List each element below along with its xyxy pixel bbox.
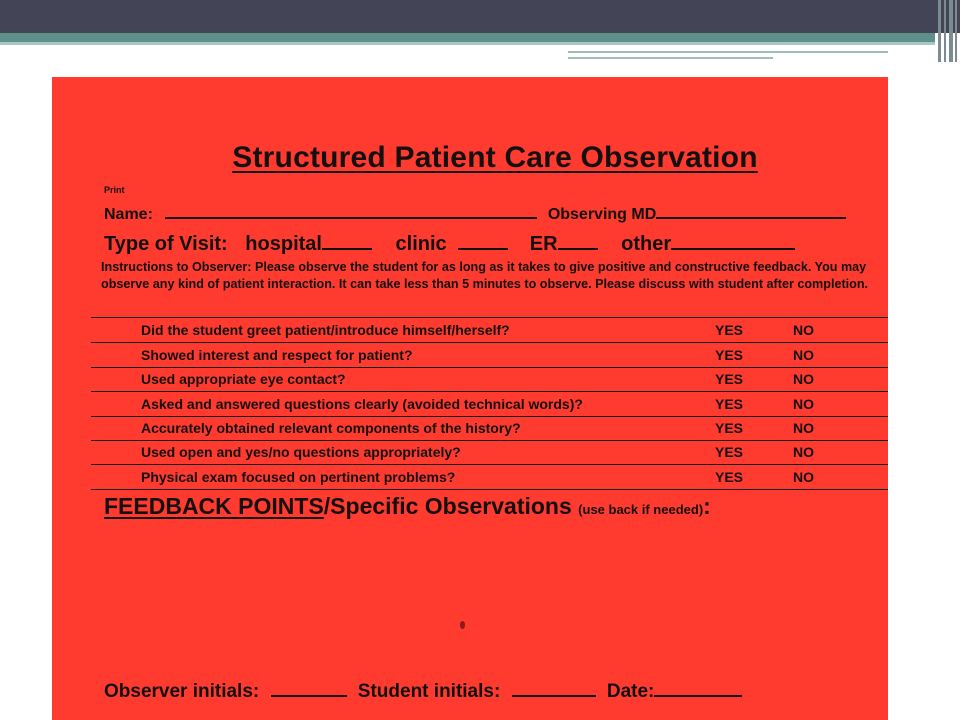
table-rule xyxy=(91,464,888,465)
question-text: Accurately obtained relevant components of the history? xyxy=(141,420,521,436)
yes-option: YES xyxy=(715,322,744,338)
form-title: Structured Patient Care Observation xyxy=(232,141,758,174)
name-row xyxy=(104,202,846,224)
specific-observations-label: /Specific Observations xyxy=(323,493,572,519)
visit-blank-er xyxy=(558,229,598,250)
table-rule xyxy=(91,440,888,441)
yes-option: YES xyxy=(715,371,744,387)
no-option: NO xyxy=(793,322,814,338)
slide-accent-band xyxy=(0,33,935,42)
feedback-colon: : xyxy=(703,493,711,519)
visit-blank-other xyxy=(671,229,795,250)
no-option: NO xyxy=(793,469,814,485)
ink-spot xyxy=(460,621,465,629)
question-text: Physical exam focused on pertinent problems? xyxy=(141,469,456,485)
feedback-points-label: FEEDBACK POINTS xyxy=(104,493,324,519)
no-option: NO xyxy=(793,347,814,363)
no-option: NO xyxy=(793,371,814,387)
signature-row xyxy=(104,677,742,703)
visit-option-clinic: clinic xyxy=(395,233,447,255)
observer-initials-label: Observer initials: xyxy=(104,680,260,702)
feedback-note: (use back if needed) xyxy=(578,502,704,517)
name-blank xyxy=(165,202,537,219)
no-option: NO xyxy=(793,444,814,460)
visit-type-row xyxy=(104,229,795,256)
date-label: Date: xyxy=(606,680,655,702)
table-rule xyxy=(91,317,888,318)
slide-header-rule xyxy=(568,51,888,53)
slide-header-rule-short xyxy=(568,57,773,59)
observing-md-blank xyxy=(656,202,846,219)
student-initials-blank xyxy=(512,677,596,697)
yes-option: YES xyxy=(715,347,744,363)
table-rule xyxy=(91,342,888,343)
visit-option-other: other xyxy=(621,233,672,255)
table-rule xyxy=(91,391,888,392)
question-text: Asked and answered questions clearly (avoided technical words)? xyxy=(141,396,583,412)
yes-option: YES xyxy=(715,469,744,485)
slide-accent-line xyxy=(0,42,935,45)
yes-option: YES xyxy=(715,396,744,412)
visit-option-er: ER xyxy=(529,233,558,255)
table-rule xyxy=(91,367,888,368)
slide-header-bar xyxy=(0,0,960,33)
visit-blank-clinic xyxy=(458,229,508,250)
visit-type-label: Type of Visit: xyxy=(104,233,228,255)
table-rule xyxy=(91,489,888,490)
question-text: Did the student greet patient/introduce himself/herself? xyxy=(141,322,510,338)
feedback-heading xyxy=(104,493,711,520)
print-label: Print xyxy=(104,185,125,195)
observer-initials-blank xyxy=(271,677,347,697)
question-text: Showed interest and respect for patient? xyxy=(141,347,413,363)
name-label: Name: xyxy=(104,205,153,223)
observing-md-label: Observing MD xyxy=(547,205,657,223)
visit-blank-hospital xyxy=(322,229,372,250)
slide-corner-decoration xyxy=(934,0,960,62)
observer-instructions: Instructions to Observer: Please observe the student for as long as it takes to give positive and constructive feedback. You may observe any kind of patient interaction. It can take less than 5 minutes to observe. Please discuss with student after completion. xyxy=(101,260,869,291)
yes-option: YES xyxy=(715,420,744,436)
no-option: NO xyxy=(793,420,814,436)
table-rule xyxy=(91,416,888,417)
question-text: Used open and yes/no questions appropriately? xyxy=(141,444,461,460)
yes-option: YES xyxy=(715,444,744,460)
observation-form-card xyxy=(52,77,888,720)
no-option: NO xyxy=(793,396,814,412)
student-initials-label: Student initials: xyxy=(357,680,501,702)
date-blank xyxy=(654,677,742,697)
question-text: Used appropriate eye contact? xyxy=(141,371,346,387)
visit-option-hospital: hospital xyxy=(245,233,322,255)
